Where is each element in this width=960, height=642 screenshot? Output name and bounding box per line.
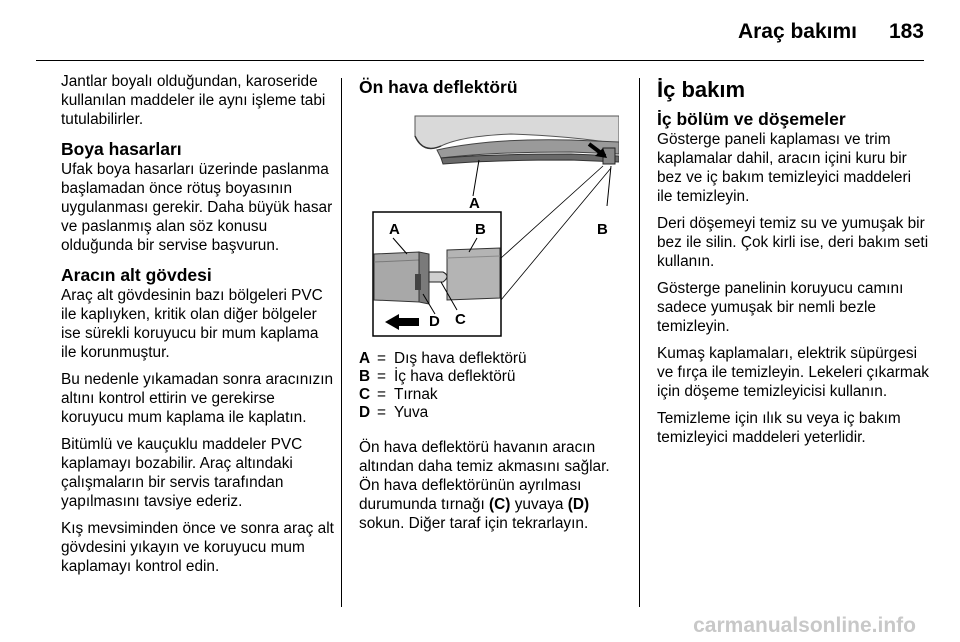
column-2 xyxy=(359,72,627,541)
header-rule xyxy=(36,60,924,61)
text-part-1: Ön hava deflektörü havanın aracın altından daha temiz akmasını sağlar. Ön hava deflektörünün ayrılması durumunda tırnağı xyxy=(359,439,610,513)
underbody-paragraph-2: Bu nedenle yıkamadan sonra aracınızın altını kontrol ettirin ve gerekirse koruyucu mum kaplama ile kaplatın. xyxy=(61,371,334,426)
text-part-3: sokun. Diğer taraf için tekrarlayın. xyxy=(359,515,589,532)
underbody-paragraph-3: Bitümlü ve kauçuklu maddeler PVC kaplamayı bozabilir. Araç altındaki çalışmaların bir servis tarafından yapılmasını tavsiye ederiz. xyxy=(61,436,303,510)
legend-value: Yuva xyxy=(394,404,429,421)
legend-value: Tırnak xyxy=(394,386,438,403)
page-number: 183 xyxy=(888,20,924,43)
underbody-paragraph-4: Kış mevsiminden önce ve sonra araç alt gövdesini yıkayın ve koruyucu mum kaplamayı kontrol edin. xyxy=(61,520,334,575)
ref-d: (D) xyxy=(567,496,590,513)
interior-upholstery-heading: İç bölüm ve döşemeler xyxy=(657,109,846,129)
figure-label-c: C xyxy=(455,311,466,328)
section-title: Araç bakımı xyxy=(737,20,857,43)
air-deflector-text xyxy=(359,438,627,533)
legend-equals: = xyxy=(377,386,386,403)
page-header xyxy=(0,0,960,60)
legend-value: Dış hava deflektörü xyxy=(394,350,527,367)
legend-row-c xyxy=(359,386,627,404)
legend-equals: = xyxy=(377,350,386,367)
column-1 xyxy=(61,72,336,584)
ref-c: (C) xyxy=(489,496,511,513)
paint-damage-heading: Boya hasarları xyxy=(61,139,182,159)
legend-equals: = xyxy=(377,368,386,385)
figure-legend xyxy=(359,350,627,422)
column-divider-left xyxy=(341,78,342,607)
figure-label-a: A xyxy=(389,221,400,238)
text-part-2: yuvaya xyxy=(510,496,568,513)
underbody-paragraph-1: Araç alt gövdesinin bazı bölgeleri PVC ile kaplıyken, kritik olan diğer bölgeler ise sürekli koruyucu bir mum kaplama ile korunmuştur. xyxy=(61,287,323,361)
legend-equals: = xyxy=(377,404,386,421)
legend-key: B xyxy=(359,368,371,385)
legend-value: İç hava deflektörü xyxy=(394,368,516,385)
column-3 xyxy=(657,72,929,455)
legend-key: D xyxy=(359,404,371,421)
figure-label-a-top: A xyxy=(469,195,480,212)
interior-paragraph-3: Gösterge panelinin koruyucu camını sadece yumuşak bir nemli bezle temizleyin. xyxy=(657,280,904,335)
interior-paragraph-5: Temizleme için ılık su veya iç bakım temizleyici maddeleri yeterlidir. xyxy=(657,410,901,446)
legend-row-d xyxy=(359,404,627,422)
watermark: carmanualsonline.info xyxy=(693,614,916,637)
interior-paragraph-4: Kumaş kaplamaları, elektrik süpürgesi ve fırça ile temizleyin. Lekeleri çıkarmak için döşeme temizleyicisi kullanın. xyxy=(657,345,929,400)
paint-damage-text: Ufak boya hasarları üzerinde paslanma başlamadan önce rötuş boyasının uygulanması gerekir. Daha büyük hasar ve paslanmış alan söz konusu olduğunda bir servise başvurun. xyxy=(61,161,333,254)
column-divider-right xyxy=(639,78,640,607)
legend-key: A xyxy=(359,350,371,367)
legend-key: C xyxy=(359,386,371,403)
figure-label-b: B xyxy=(475,221,486,238)
figure-label-b-top: B xyxy=(597,221,608,238)
interior-paragraph-2: Deri döşemeyi temiz su ve yumuşak bir bez ile silin. Çok kirli ise, deri bakım seti kullanın. xyxy=(657,215,929,270)
underbody-heading: Aracın alt gövdesi xyxy=(61,265,212,285)
legend-row-b xyxy=(359,368,627,386)
interior-paragraph-1: Gösterge paneli kaplaması ve trim kaplamalar dahil, aracın içini kuru bir bez ve iç bakım temizleyici maddeleri ile temizleyin. xyxy=(657,131,912,205)
intro-paragraph: Jantlar boyalı olduğundan, karoseride kullanılan maddeler ile aynı işleme tabi tutulabilirler. xyxy=(61,73,326,128)
legend-row-a xyxy=(359,350,627,368)
interior-care-heading: İç bakım xyxy=(657,77,746,102)
air-deflector-illustration xyxy=(371,114,619,339)
air-deflector-heading: Ön hava deflektörü xyxy=(359,77,518,97)
figure-label-d: D xyxy=(429,313,440,330)
